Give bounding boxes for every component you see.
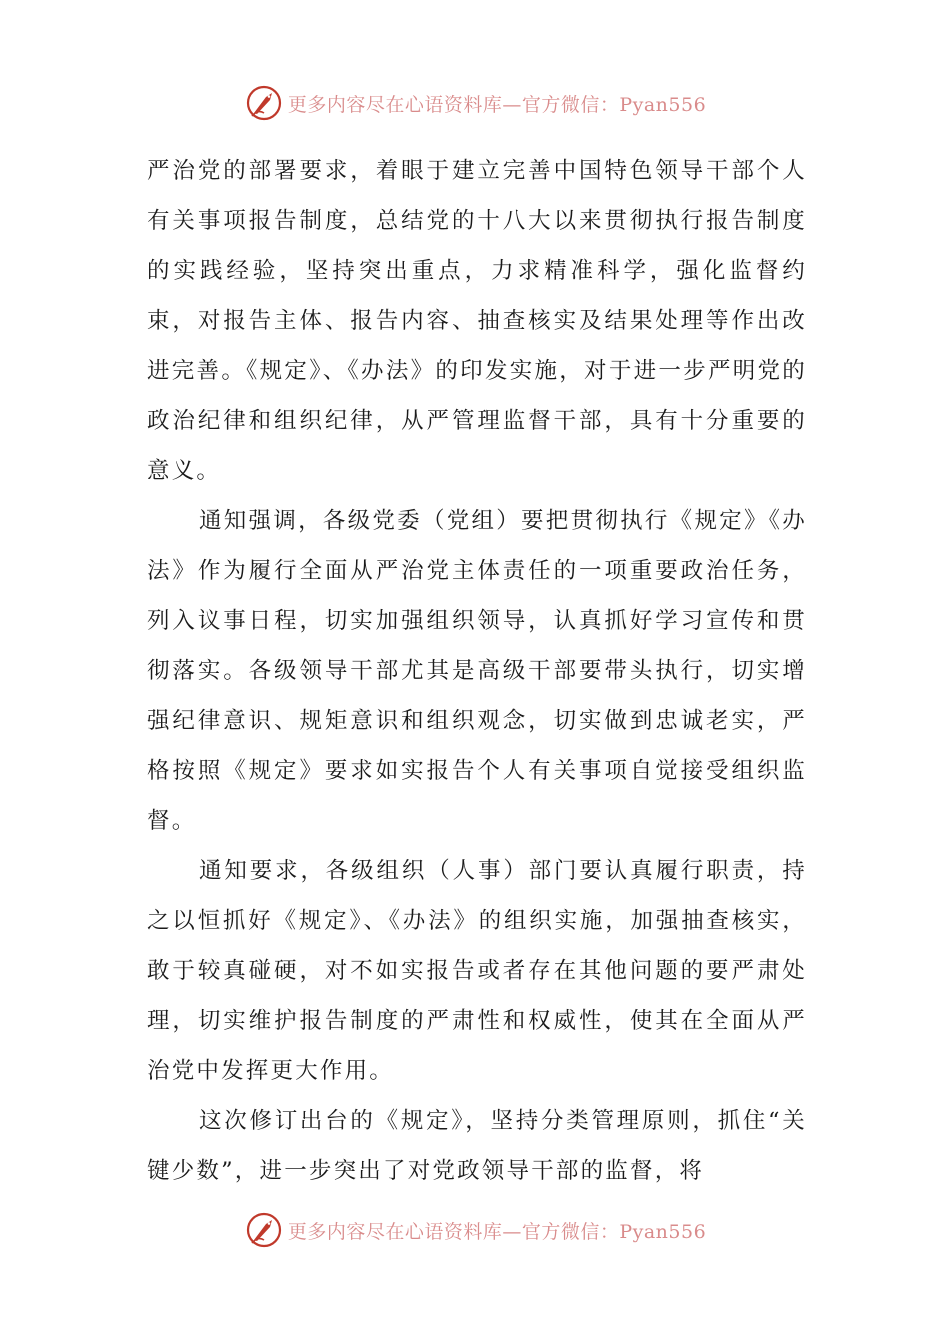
- header-banner: [0, 78, 950, 128]
- paragraph-2: 通知强调，各级党委（党组）要把贯彻执行《规定》《办法》作为履行全面从严治党主体责任的一项重要政治任务，列入议事日程，切实加强组织领导，认真抓好学习宣传和贯彻落实。各级领导干部尤其是高级干部要带头执行，切实增强纪律意识、规矩意识和组织观念，切实做到忠诚老实，严格按照《规定》要求如实报告个人有关事项自觉接受组织监督。: [147, 508, 807, 834]
- pen-nib-logo-icon: [244, 1210, 284, 1250]
- paragraph-1: 严治党的部署要求，着眼于建立完善中国特色领导干部个人有关事项报告制度，总结党的十八大以来贯彻执行报告制度的实践经验，坚持突出重点，力求精准科学，强化监督约束，对报告主体、报告内容、抽查核实及结果处理等作出改进完善。《规定》、《办法》的印发实施，对于进一步严明党的政治纪律和组织纪律，从严管理监督干部，具有十分重要的意义。: [147, 158, 807, 484]
- footer-banner-text: 更多内容尽在心语资料库—官方微信：Pyan556: [287, 1220, 707, 1243]
- pen-nib-logo-icon: [244, 83, 284, 123]
- header-banner-text: 更多内容尽在心语资料库—官方微信：Pyan556: [287, 93, 707, 116]
- document-body: [147, 146, 807, 1196]
- footer-banner: [0, 1205, 950, 1255]
- paragraph-3: 通知要求，各级组织（人事）部门要认真履行职责，持之以恒抓好《规定》、《办法》的组织实施，加强抽查核实，敢于较真碰硬，对不如实报告或者存在其他问题的要严肃处理，切实维护报告制度的严肃性和权威性，使其在全面从严治党中发挥更大作用。: [147, 858, 807, 1084]
- paragraph-4: 这次修订出台的《规定》，坚持分类管理原则，抓住“关键少数”，进一步突出了对党政领导干部的监督，将: [147, 1108, 807, 1184]
